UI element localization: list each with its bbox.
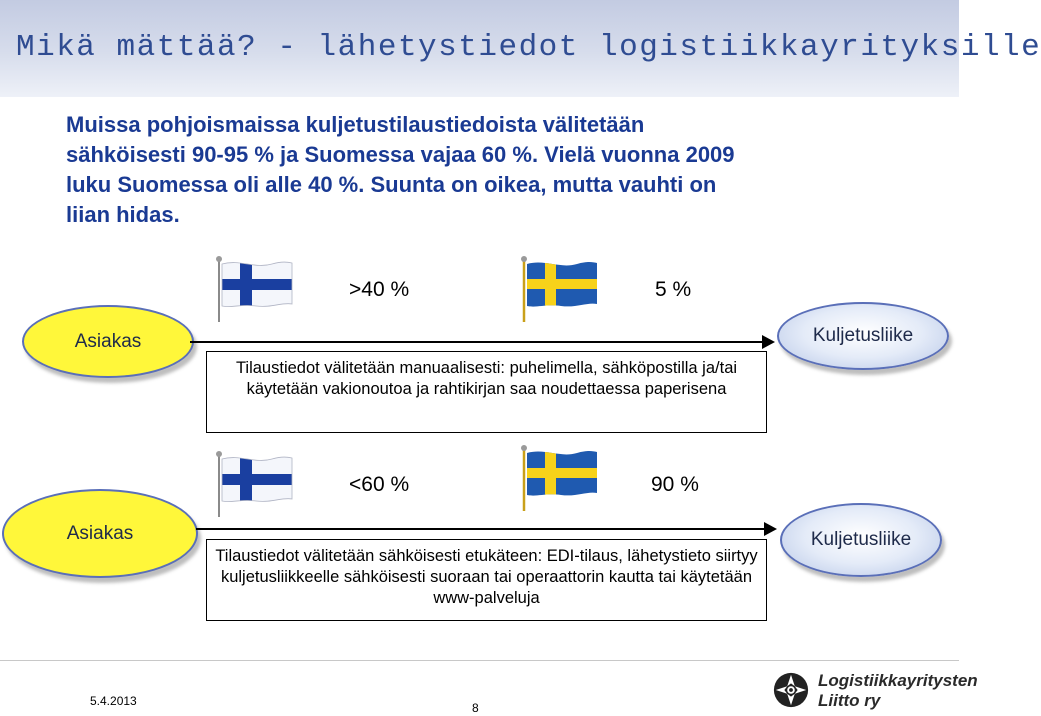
finland-flag-icon bbox=[210, 254, 300, 324]
intro-text: Muissa pohjoismaissa kuljetustilaustiedoista välitetään sähköisesti 90-95 % ja Suomessa vajaa 60 %. Vielä vuonna 2009 luku Suomessa oli alle 40 %. Suunta on oikea, mutta vauhti on liian hidas. bbox=[66, 112, 735, 227]
description-box: Tilaustiedot välitetään manuaalisesti: puhelimella, sähköpostilla ja/tai käytetään vakionoutoa ja rahtikirjan saa noudettaessa paperisena bbox=[206, 351, 767, 433]
flow-arrow bbox=[190, 341, 764, 343]
finland-percent: <60 % bbox=[349, 473, 410, 496]
asiakas-node: Asiakas bbox=[2, 489, 198, 578]
kuljetusliike-node: Kuljetusliike bbox=[777, 302, 949, 370]
kuljetusliike-node: Kuljetusliike bbox=[780, 503, 942, 577]
page-number: 8 bbox=[472, 701, 479, 715]
sweden-percent: 90 % bbox=[651, 473, 699, 496]
sweden-percent: 5 % bbox=[655, 278, 692, 301]
flow-arrow-head bbox=[764, 522, 777, 536]
sweden-flag-icon bbox=[515, 443, 605, 513]
flow-arrow-head bbox=[762, 335, 775, 349]
lyl-logo-icon bbox=[772, 671, 810, 709]
logo-text bbox=[818, 671, 978, 711]
logo-line-2: Liitto ry bbox=[818, 691, 881, 710]
finland-percent: >40 % bbox=[349, 278, 410, 301]
sweden-flag-icon bbox=[515, 254, 605, 324]
page-title: Mikä mättää? - lähetystiedot logistiikkayrityksille bbox=[16, 30, 1041, 65]
finland-flag-icon bbox=[210, 449, 300, 519]
logo-line-1: Logistiikkayritysten bbox=[818, 671, 978, 690]
description-box: Tilaustiedot välitetään sähköisesti etukäteen: EDI-tilaus, lähetystieto siirtyy kuljetusliikkeelle sähköisesti suoraan tai operaattorin kautta tai käytetään www-palveluja bbox=[206, 539, 767, 621]
footer-divider bbox=[0, 660, 959, 661]
asiakas-node: Asiakas bbox=[22, 305, 194, 378]
flow-arrow bbox=[196, 528, 766, 530]
footer-date: 5.4.2013 bbox=[90, 694, 137, 708]
